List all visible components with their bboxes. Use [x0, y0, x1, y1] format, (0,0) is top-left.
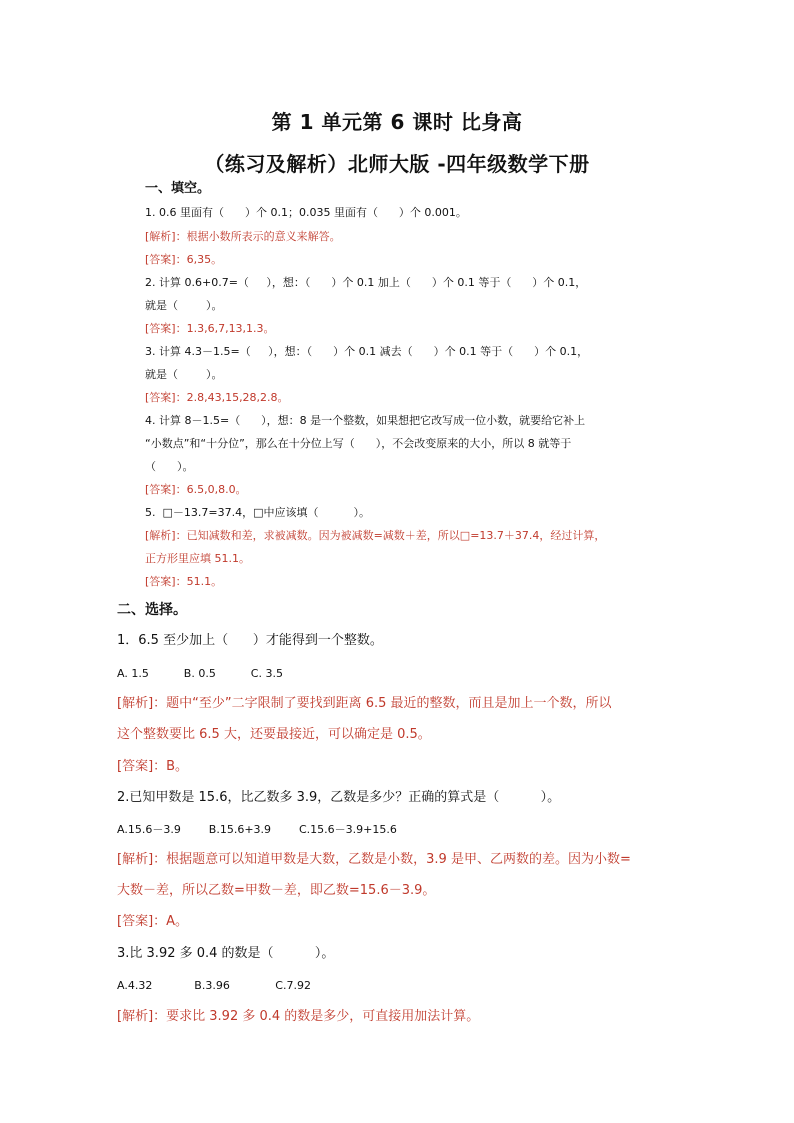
q2-line-2: 就是（ ）。	[145, 299, 223, 312]
c1-answer: [答案]：B。	[117, 759, 189, 774]
c3-analysis: [解析]：要求比 3.92 多 0.4 的数是多少，可直接用加法计算。	[117, 1009, 480, 1024]
page-title-line-1: 第 1 单元第 6 课时 比身高	[271, 110, 523, 134]
q5-line: 5. □－13.7=37.4，□中应该填（ ）。	[145, 506, 370, 519]
q4-line-1: 4. 计算 8－1.5=（ ），想：8 是一个整数，如果想把它改写成一位小数，就要给它补上	[145, 414, 586, 427]
c1-options: A. 1.5 B. 0.5 C. 3.5	[117, 667, 283, 680]
q4-answer: [答案]：6.5,0,8.0。	[145, 483, 247, 496]
c3-question: 3.比 3.92 多 0.4 的数是（ ）。	[117, 946, 335, 961]
c2-question: 2.已知甲数是 15.6，比乙数多 3.9，乙数是多少？正确的算式是（ ）。	[117, 790, 561, 805]
c2-analysis-2: 大数－差，所以乙数=甲数－差，即乙数=15.6－3.9。	[117, 883, 436, 898]
q3-answer: [答案]：2.8,43,15,28,2.8。	[145, 391, 289, 404]
q4-line-2: “小数点”和“十分位”，那么在十分位上写（ ），不会改变原来的大小，所以 8 就等于	[145, 437, 572, 450]
section-heading-choice: 二、选择。	[117, 602, 187, 618]
q1-analysis: [解析]：根据小数所表示的意义来解答。	[145, 230, 341, 243]
c1-question: 1．6.5 至少加上（ ）才能得到一个整数。	[117, 633, 383, 648]
q1-line: 1. 0.6 里面有（ ）个 0.1；0.035 里面有（ ）个 0.001。	[145, 206, 467, 219]
q3-line-1: 3. 计算 4.3－1.5=（ ），想：（ ）个 0.1 减去（ ）个 0.1 等于（ ）个 0.1，	[145, 345, 589, 358]
c2-analysis-1: [解析]：根据题意可以知道甲数是大数，乙数是小数，3.9 是甲、乙两数的差。因为小数=	[117, 852, 631, 867]
c2-options: A.15.6－3.9 B.15.6+3.9 C.15.6－3.9+15.6	[117, 823, 397, 836]
c1-analysis-2: 这个整数要比 6.5 大，还要最接近，可以确定是 0.5。	[117, 727, 431, 742]
c1-analysis-1: [解析]：题中“至少”二字限制了要找到距离 6.5 最近的整数，而且是加上一个数，所以	[117, 696, 612, 711]
q1-answer: [答案]：6,35。	[145, 253, 223, 266]
c3-options: A.4.32 B.3.96 C.7.92	[117, 979, 311, 992]
q5-analysis-2: 正方形里应填 51.1。	[145, 552, 250, 565]
q2-line-1: 2. 计算 0.6+0.7=（ ），想：（ ）个 0.1 加上（ ）个 0.1 等于（ ）个 0.1，	[145, 276, 587, 289]
q2-answer: [答案]：1.3,6,7,13,1.3。	[145, 322, 275, 335]
c2-answer: [答案]：A。	[117, 914, 189, 929]
section-heading-fill-in: 一、填空。	[145, 181, 211, 196]
q4-line-3: （ ）。	[145, 460, 194, 473]
q5-answer: [答案]：51.1。	[145, 575, 223, 588]
q3-line-2: 就是（ ）。	[145, 368, 223, 381]
page-title-line-2: （练习及解析）北师大版 -四年级数学下册	[204, 152, 590, 176]
q5-analysis-1: [解析]：已知减数和差，求被减数。因为被减数=减数＋差，所以□=13.7＋37.4，经过计算，	[145, 529, 606, 542]
